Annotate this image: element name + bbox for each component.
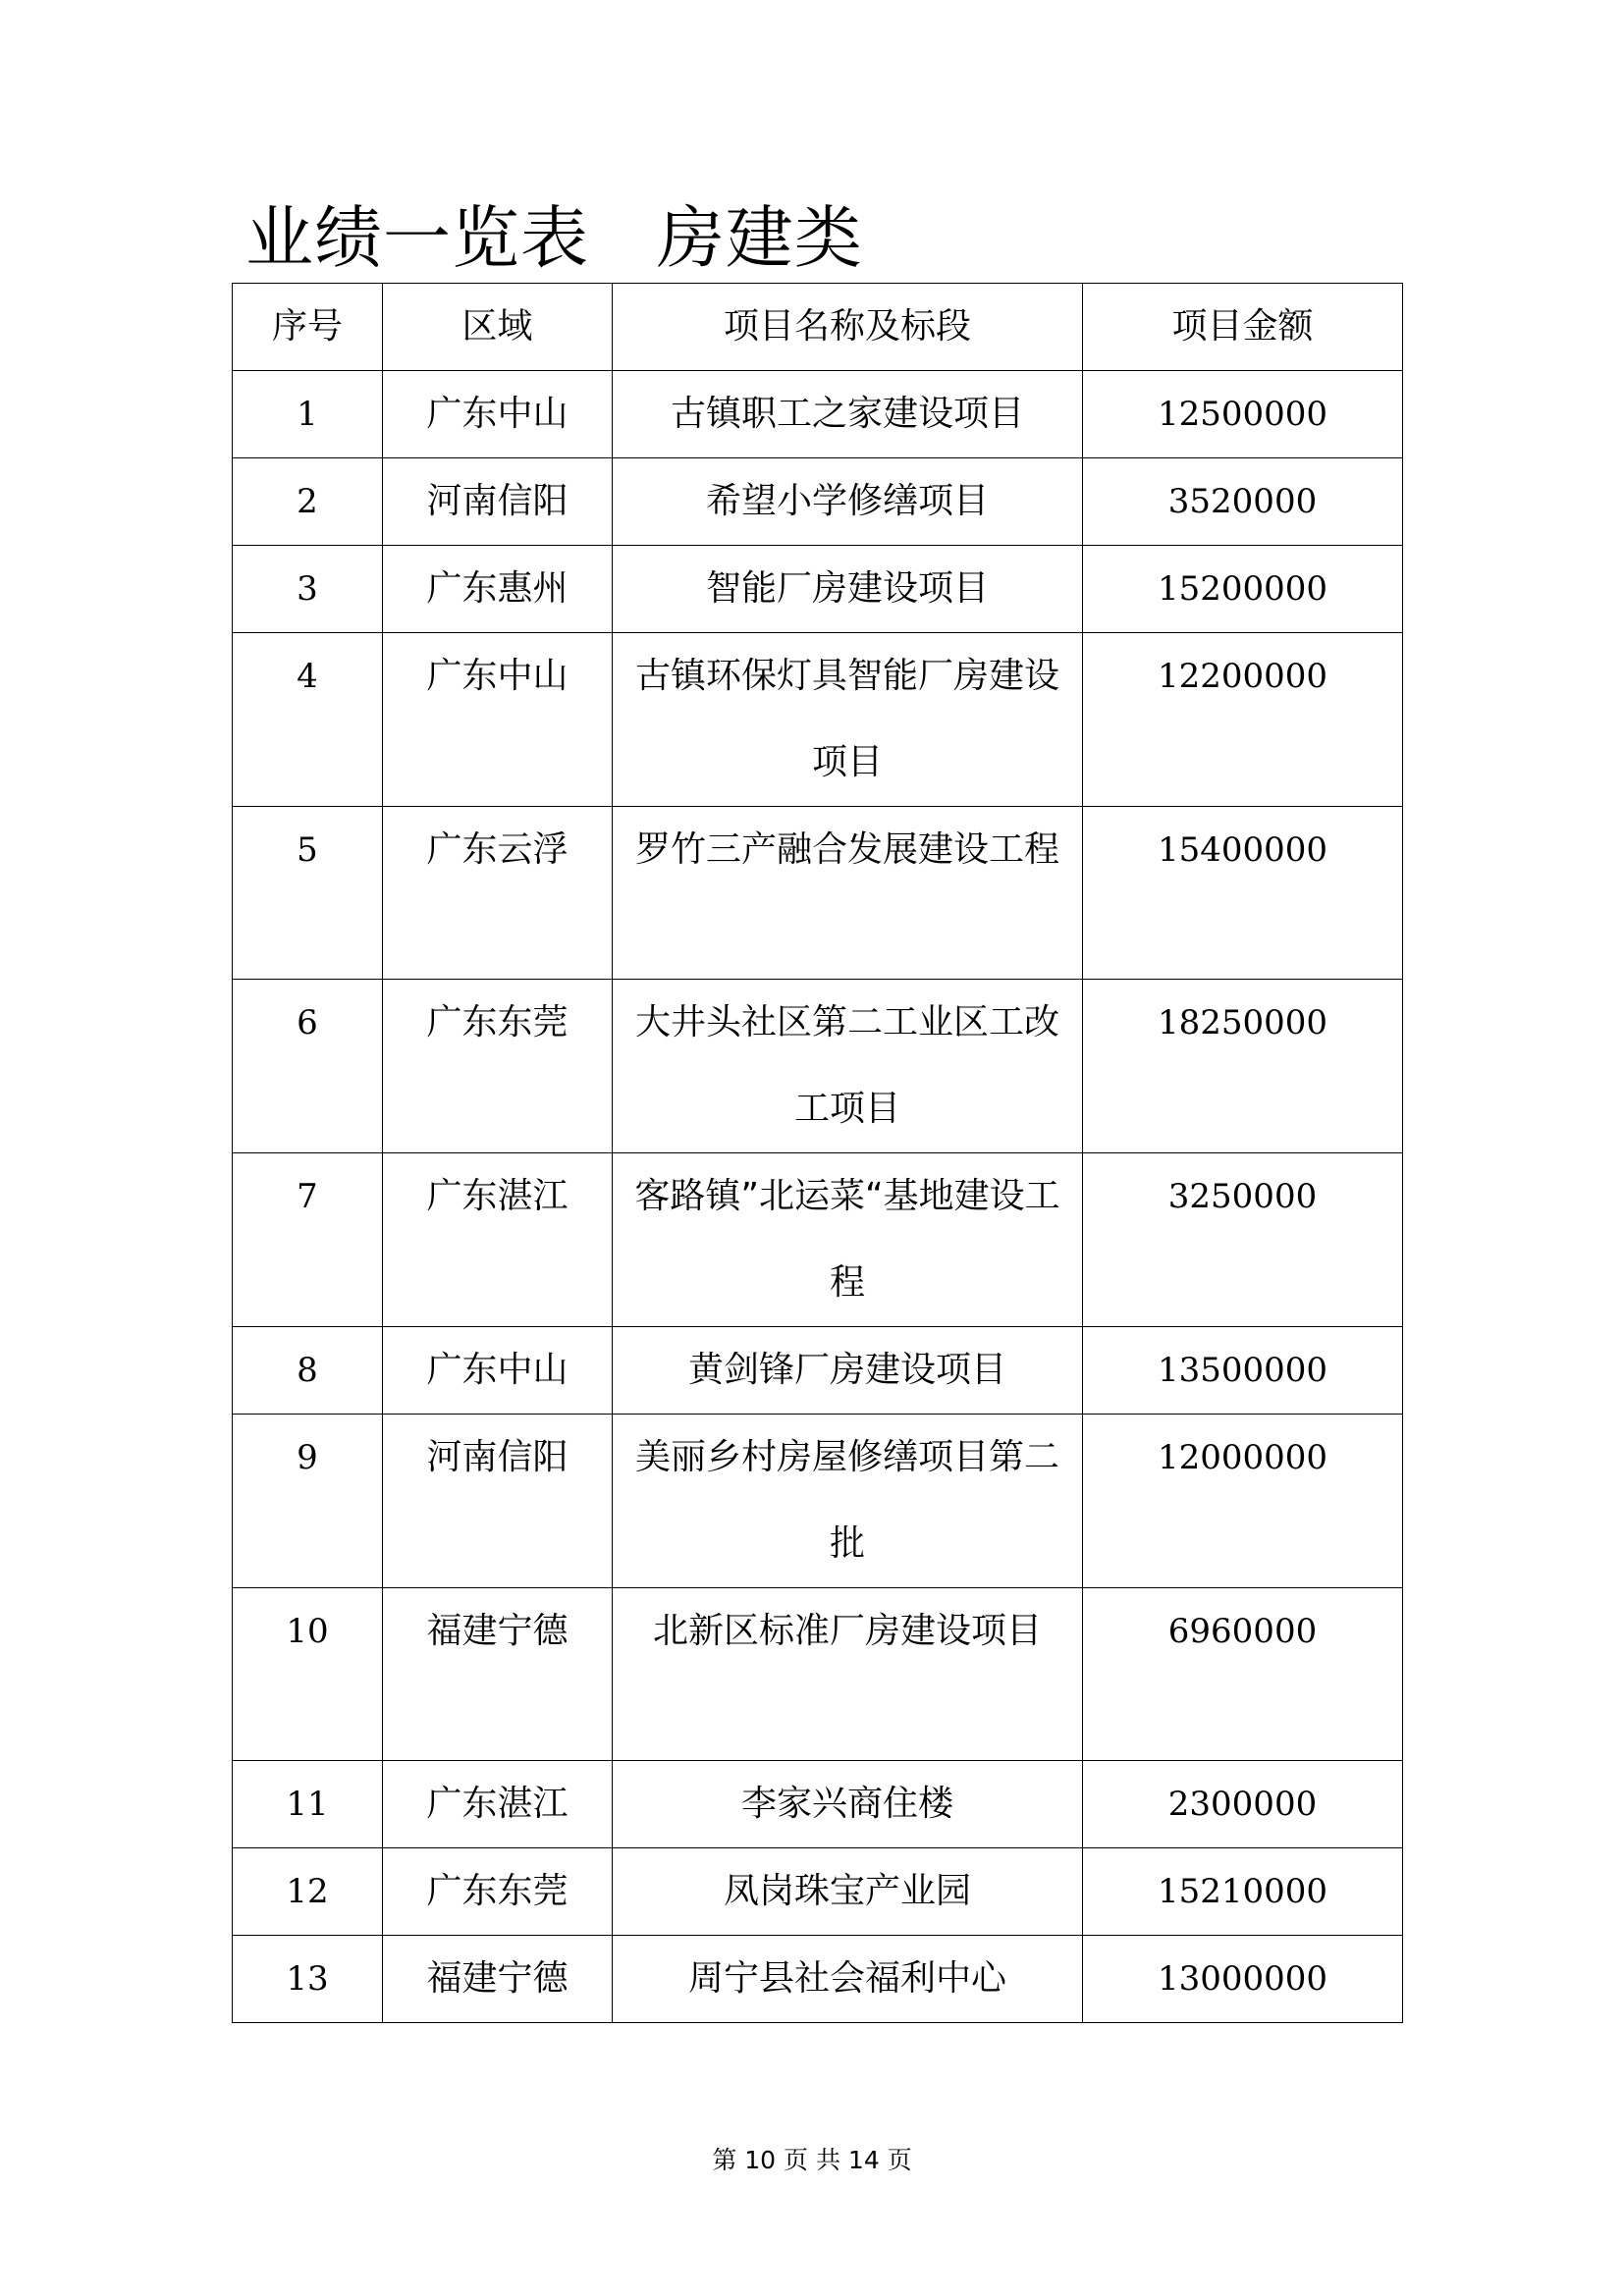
header-amount: 项目金额	[1083, 284, 1403, 371]
cell-region: 广东湛江	[383, 1153, 613, 1327]
table-row	[233, 980, 1403, 1153]
table-header-row	[233, 284, 1403, 371]
cell-amount: 13500000	[1083, 1327, 1403, 1415]
cell-project-name: 大井头社区第二工业区工改工项目	[613, 980, 1083, 1153]
cell-region: 福建宁德	[383, 1588, 613, 1761]
cell-seq: 8	[233, 1327, 383, 1415]
cell-amount: 3520000	[1083, 458, 1403, 546]
cell-region: 广东中山	[383, 371, 613, 458]
cell-seq: 9	[233, 1415, 383, 1588]
table-row	[233, 371, 1403, 458]
cell-region: 河南信阳	[383, 458, 613, 546]
cell-amount: 13000000	[1083, 1936, 1403, 2023]
cell-region: 广东东莞	[383, 1848, 613, 1936]
cell-seq: 11	[233, 1761, 383, 1848]
cell-region: 广东中山	[383, 1327, 613, 1415]
page-footer: 第 10 页 共 14 页	[712, 2146, 912, 2174]
cell-seq: 4	[233, 633, 383, 807]
cell-seq: 7	[233, 1153, 383, 1327]
cell-seq: 10	[233, 1588, 383, 1761]
header-seq: 序号	[233, 284, 383, 371]
cell-amount: 15400000	[1083, 807, 1403, 980]
table-row	[233, 633, 1403, 807]
cell-project-name: 智能厂房建设项目	[613, 546, 1083, 633]
cell-amount: 12200000	[1083, 633, 1403, 807]
cell-amount: 12500000	[1083, 371, 1403, 458]
cell-seq: 5	[233, 807, 383, 980]
cell-region: 广东中山	[383, 633, 613, 807]
cell-project-name: 李家兴商住楼	[613, 1761, 1083, 1848]
header-project-name: 项目名称及标段	[613, 284, 1083, 371]
table-row	[233, 1761, 1403, 1848]
cell-seq: 3	[233, 546, 383, 633]
cell-region: 福建宁德	[383, 1936, 613, 2023]
cell-project-name: 罗竹三产融合发展建设工程	[613, 807, 1083, 980]
table-row	[233, 1848, 1403, 1936]
cell-region: 广东湛江	[383, 1761, 613, 1848]
cell-seq: 1	[233, 371, 383, 458]
cell-region: 广东东莞	[383, 980, 613, 1153]
table-row	[233, 1588, 1403, 1761]
cell-amount: 15210000	[1083, 1848, 1403, 1936]
page-title: 业绩一览表 房建类	[245, 199, 863, 278]
cell-amount: 3250000	[1083, 1153, 1403, 1327]
cell-amount: 6960000	[1083, 1588, 1403, 1761]
header-region: 区域	[383, 284, 613, 371]
table-row	[233, 1936, 1403, 2023]
cell-project-name: 北新区标准厂房建设项目	[613, 1588, 1083, 1761]
cell-amount: 18250000	[1083, 980, 1403, 1153]
cell-region: 河南信阳	[383, 1415, 613, 1588]
cell-project-name: 凤岗珠宝产业园	[613, 1848, 1083, 1936]
cell-project-name: 客路镇”北运菜“基地建设工程	[613, 1153, 1083, 1327]
table-row	[233, 546, 1403, 633]
cell-project-name: 古镇职工之家建设项目	[613, 371, 1083, 458]
table-row	[233, 1415, 1403, 1588]
performance-table	[232, 283, 1403, 2023]
cell-project-name: 古镇环保灯具智能厂房建设项目	[613, 633, 1083, 807]
table-row	[233, 1327, 1403, 1415]
cell-seq: 13	[233, 1936, 383, 2023]
cell-seq: 2	[233, 458, 383, 546]
cell-region: 广东惠州	[383, 546, 613, 633]
cell-project-name: 周宁县社会福利中心	[613, 1936, 1083, 2023]
cell-project-name: 希望小学修缮项目	[613, 458, 1083, 546]
cell-project-name: 黄剑锋厂房建设项目	[613, 1327, 1083, 1415]
cell-region: 广东云浮	[383, 807, 613, 980]
cell-project-name: 美丽乡村房屋修缮项目第二批	[613, 1415, 1083, 1588]
cell-seq: 6	[233, 980, 383, 1153]
cell-amount: 2300000	[1083, 1761, 1403, 1848]
table-row	[233, 458, 1403, 546]
cell-amount: 15200000	[1083, 546, 1403, 633]
table-row	[233, 1153, 1403, 1327]
cell-amount: 12000000	[1083, 1415, 1403, 1588]
table-row	[233, 807, 1403, 980]
cell-seq: 12	[233, 1848, 383, 1936]
